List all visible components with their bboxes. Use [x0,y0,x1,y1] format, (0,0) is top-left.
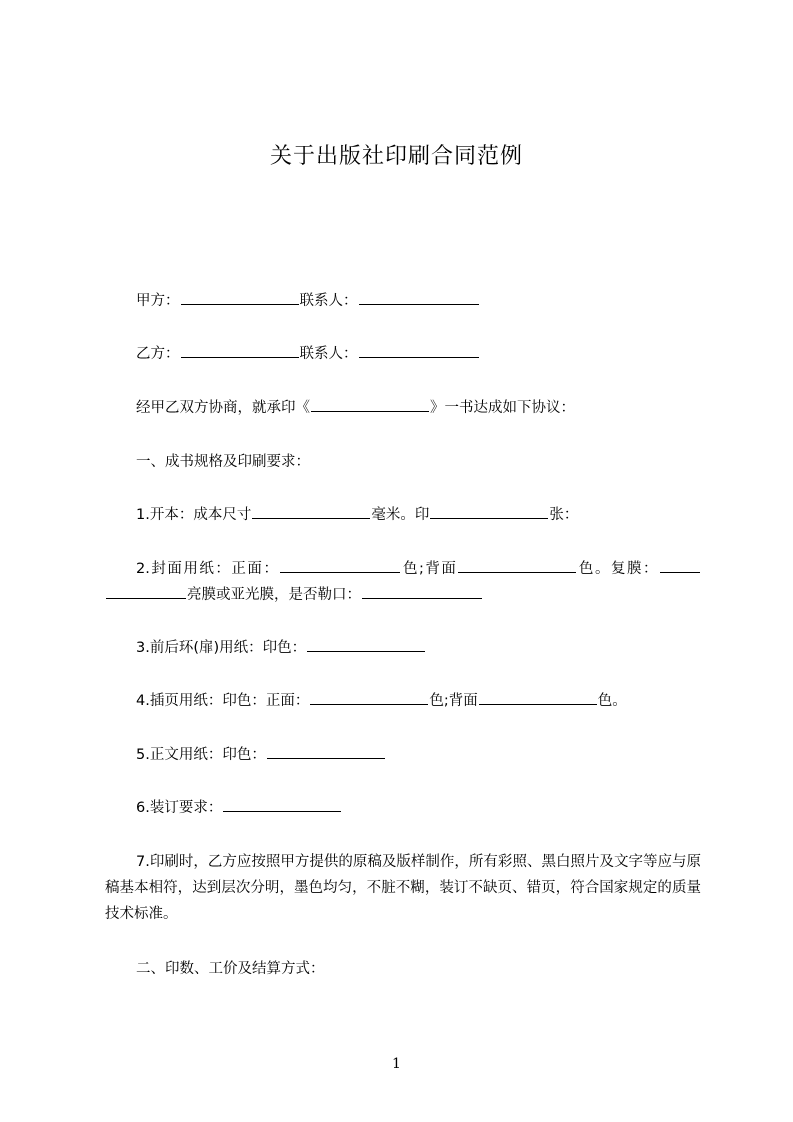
item5-text-a: 5.正文用纸：印色： [136,747,266,763]
party-a-label: 甲方： [136,293,180,309]
intro-pre: 经甲乙双方协商，就承印《 [136,400,310,416]
item4-text-b: 色;背面 [429,693,478,709]
book-title-blank[interactable] [311,397,429,412]
item2-back-blank[interactable] [458,558,576,573]
item2-film-blank-a[interactable] [660,558,700,573]
party-a-blank[interactable] [181,290,299,305]
item2-text-a: 2.封面用纸：正面： [136,561,280,577]
party-a-line [105,288,701,314]
item1-size-blank[interactable] [252,504,370,519]
item6-text-a: 6.装订要求： [136,800,223,816]
document-title: 关于出版社印刷合同范例 [269,144,523,169]
intro-post: 》一书达成如下协议： [430,400,575,416]
party-b-blank[interactable] [181,343,299,358]
item4-text-c: 色。 [597,693,627,709]
item2-flap-blank[interactable] [362,584,482,599]
item4-back-blank[interactable] [479,690,597,705]
section1-heading: 一、成书规格及印刷要求： [136,454,310,470]
item1-text-a: 1.开本：成本尺寸 [136,507,252,523]
item4-line [105,688,701,714]
party-a-contact-label: 联系人： [299,293,358,309]
party-b-contact-blank[interactable] [359,343,479,358]
party-a-contact-blank[interactable] [359,290,479,305]
item3-line [105,635,701,661]
item1-sheets-blank[interactable] [430,504,548,519]
item2-text-c: 色。复膜： [577,561,660,577]
item6-binding-blank[interactable] [223,797,341,812]
item1-line [105,502,701,528]
party-b-label: 乙方： [136,346,180,362]
section2-heading: 二、印数、工价及结算方式： [136,961,325,977]
page-number: 1 [392,1056,401,1072]
item6-line [105,795,701,821]
intro-line [105,395,701,421]
item1-text-b: 毫米。印 [371,507,430,523]
item2-text-d: 亮膜或亚光膜，是否勒口： [187,587,361,603]
item1-text-c: 张： [549,507,579,523]
item3-color-blank[interactable] [307,637,425,652]
item5-line [105,742,701,768]
item5-color-blank[interactable] [267,744,385,759]
item2-text-b: 色;背面 [401,561,458,577]
item2-paragraph [105,556,701,608]
item4-front-blank[interactable] [310,690,428,705]
item7-paragraph: 7.印刷时，乙方应按照甲方提供的原稿及版样制作，所有彩照、黑白照片及文字等应与原稿基本相符，达到层次分明，墨色均匀，不脏不糊，装订不缺页、错页，符合国家规定的质量技术标准。 [105,854,701,922]
party-b-contact-label: 联系人： [299,346,358,362]
item4-text-a: 4.插页用纸：印色：正面： [136,693,310,709]
party-b-line [105,341,701,367]
item2-film-blank-b[interactable] [106,584,186,599]
item3-text-a: 3.前后环(扉)用纸：印色： [136,640,307,656]
item2-front-blank[interactable] [280,558,400,573]
